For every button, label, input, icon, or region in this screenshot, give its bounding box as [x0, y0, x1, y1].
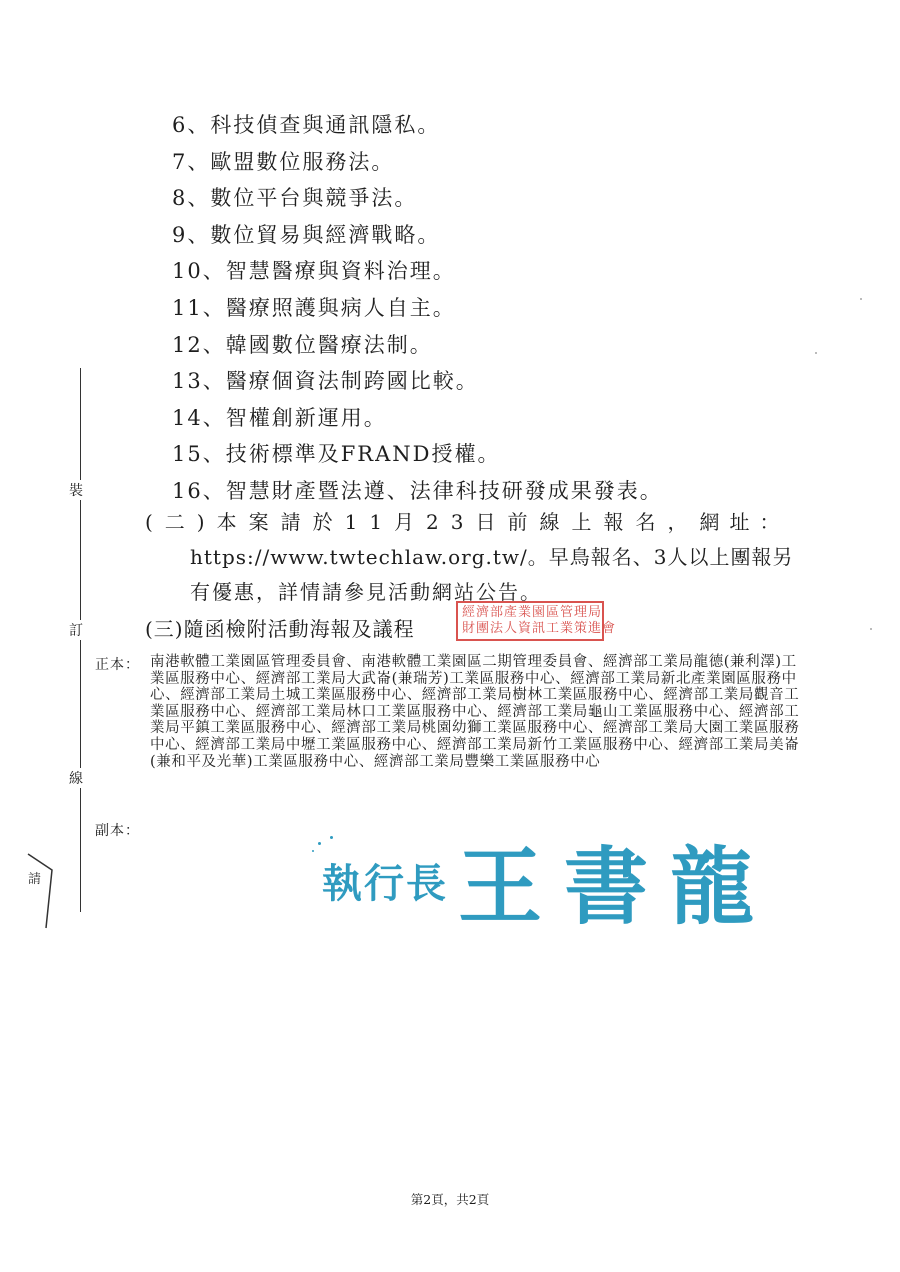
binding-char-xian: 線 — [69, 771, 83, 787]
ink-speck — [312, 850, 314, 852]
topic-item: 12、韓國數位醫療法制。 — [172, 332, 433, 357]
main-recipient-list: 南港軟體工業園區管理委員會、南港軟體工業園區二期管理委員會、經濟部工業局龍德(兼利澤)工業區服務中心、經濟部工業局大武崙(兼瑞芳)工業區服務中心、經濟部工業局新北產業園區服務中心、經濟部工業局土城工業區服務中心、經濟部工業局樹林工業區服務中心、經濟部工業局觀音工業區服務中心、經濟部工業局林口工業區服務中心、經濟部工業局龜山工業區服務中心、經濟部工業局平鎮工業區服務中心、經濟部工業局桃園幼獅工業區服務中心、經濟部工業局大園工業區服務中心、經濟部工業局中壢工業區服務中心、經濟部工業局新竹工業區服務中心、經濟部工業局美崙(兼和平及光華)工業區服務中心、經濟部工業局豐樂工業區服務中心 — [150, 654, 800, 770]
binding-line — [80, 640, 81, 768]
page-edge-char: 請 — [28, 872, 42, 887]
binding-char-zhuang: 裝 — [69, 483, 83, 499]
topic-item: 15、技術標準及FRAND授權。 — [172, 442, 501, 467]
page-footer: 第2頁，共2頁 — [410, 1192, 490, 1207]
attachment-paragraph: (三)隨函檢附活動海報及議程 — [145, 617, 415, 641]
page-edge-stamp-mark — [26, 852, 54, 930]
topic-item: 7、歐盟數位服務法。 — [172, 149, 395, 174]
website-label: 網址： — [699, 510, 790, 534]
binding-line — [80, 500, 81, 620]
topic-item: 9、數位貿易與經濟戰略。 — [172, 222, 441, 247]
ink-speck — [318, 842, 321, 845]
topic-item: 14、智權創新運用。 — [172, 405, 387, 430]
topic-item: 10、智慧醫療與資料治理。 — [172, 259, 456, 284]
topic-item: 8、數位平台與競爭法。 — [172, 186, 418, 211]
binding-line — [80, 788, 81, 912]
main-recipient-label: 正本： — [95, 657, 140, 673]
topic-item: 13、醫療個資法制跨國比較。 — [172, 369, 479, 394]
topic-item: 16、智慧財產暨法遵、法律科技研發成果發表。 — [172, 478, 663, 503]
registration-discount-line: 有優惠，詳情請參見活動網站公告。 — [190, 580, 542, 604]
binding-line — [80, 368, 81, 480]
registration-url-line: https://www.twtechlaw.org.tw/。早鳥報名、3人以上團報另 — [190, 545, 794, 569]
copy-recipient-label: 副本： — [95, 823, 140, 839]
binding-char-ding: 訂 — [69, 623, 83, 639]
scan-speck — [860, 298, 862, 300]
scan-speck — [870, 628, 872, 630]
seal-line: 財團法人資訊工業策進會 — [462, 621, 617, 636]
official-seal — [456, 601, 617, 641]
registration-paragraph-line1 — [145, 506, 790, 535]
topic-list — [172, 107, 663, 510]
registration-text: (二)本案請於11月23日前線上報名， — [145, 510, 700, 534]
topic-item: 6、科技偵查與通訊隱私。 — [172, 113, 441, 137]
scan-speck — [815, 352, 817, 354]
topic-item: 11、醫療照護與病人自主。 — [172, 295, 456, 320]
signature-name: 王書龍 — [458, 838, 777, 936]
seal-line: 經濟部產業園區管理局 — [462, 605, 603, 620]
ink-speck — [330, 836, 333, 839]
signature-title: 執行長 — [322, 861, 448, 907]
